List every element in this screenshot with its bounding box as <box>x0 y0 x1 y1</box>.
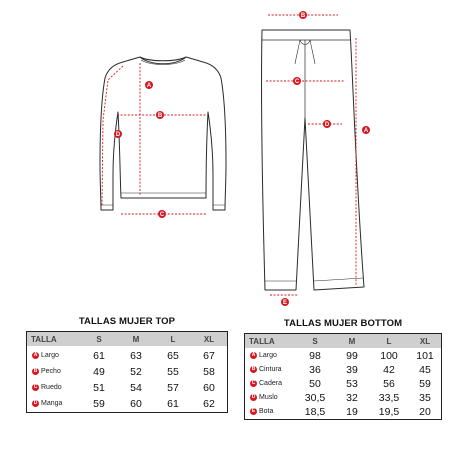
header-xl: XL <box>419 337 431 346</box>
cell-value: 101 <box>416 350 434 362</box>
bottom-measure-lines <box>266 15 356 295</box>
bottom-marker-b <box>299 11 307 19</box>
row-label: Cadera <box>259 380 282 387</box>
cell-value: 59 <box>93 398 105 410</box>
cell-value: 55 <box>167 366 179 378</box>
cell-value: 39 <box>346 364 358 376</box>
bottom-marker-d <box>323 120 331 128</box>
row-code-badge: A <box>251 352 256 358</box>
table-row <box>245 362 441 376</box>
top-table-title: TALLAS MUJER TOP <box>78 316 176 327</box>
row-code-badge: E <box>251 408 256 414</box>
bottom-marker-c <box>293 77 301 85</box>
header-m: M <box>348 337 356 346</box>
cell-value: 52 <box>130 366 142 378</box>
row-label: Manga <box>41 400 63 407</box>
cell-value: 61 <box>167 398 179 410</box>
header-m: M <box>132 335 140 344</box>
row-label: Muslo <box>259 394 278 401</box>
row-code-badge: B <box>251 366 256 372</box>
svg-text:C: C <box>159 212 165 219</box>
top-marker-d <box>114 130 122 138</box>
cell-value: 61 <box>93 350 105 362</box>
top-marker-c <box>158 210 166 218</box>
cell-value: 65 <box>167 350 179 362</box>
header-talla: TALLA <box>31 335 57 344</box>
table-row <box>245 404 441 418</box>
cell-value: 18,5 <box>304 406 326 418</box>
svg-text:B: B <box>300 13 306 20</box>
cell-value: 54 <box>130 382 142 394</box>
table-row <box>27 364 227 380</box>
cell-value: 30,5 <box>304 392 326 404</box>
row-label: Bota <box>259 408 274 415</box>
top-marker-b <box>156 111 164 119</box>
row-label: Largo <box>259 352 277 359</box>
cell-value: 50 <box>309 378 321 390</box>
svg-text:D: D <box>115 132 121 139</box>
top-marker-a <box>145 81 153 89</box>
header-l: L <box>386 337 392 346</box>
top-table-grid <box>26 331 228 413</box>
table-row <box>27 380 227 396</box>
cell-value: 35 <box>419 392 431 404</box>
table-row <box>27 348 227 364</box>
cell-value: 51 <box>93 382 105 394</box>
table-row <box>27 396 227 412</box>
bottom-table-grid <box>244 333 442 420</box>
cell-value: 59 <box>419 378 431 390</box>
header-l: L <box>170 335 176 344</box>
cell-value: 53 <box>346 378 358 390</box>
svg-text:E: E <box>282 300 288 307</box>
cell-value: 60 <box>130 398 142 410</box>
row-code-badge: D <box>33 400 38 406</box>
cell-value: 19,5 <box>378 406 400 418</box>
row-code-badge: C <box>251 380 256 386</box>
row-code-badge: D <box>251 394 256 400</box>
table-row <box>245 390 441 404</box>
cell-value: 63 <box>130 350 142 362</box>
cell-value: 60 <box>203 382 215 394</box>
svg-text:A: A <box>146 83 152 90</box>
row-code-badge: B <box>33 368 38 374</box>
row-label: Largo <box>41 352 59 359</box>
cell-value: 99 <box>346 350 358 362</box>
cell-value: 100 <box>380 350 398 362</box>
header-s: S <box>96 335 102 344</box>
row-code-badge: A <box>33 352 38 358</box>
cell-value: 58 <box>203 366 215 378</box>
bottom-marker-e <box>281 298 289 306</box>
row-label: Ruedo <box>41 384 62 391</box>
bottom-table-header <box>245 334 441 348</box>
cell-value: 67 <box>203 350 215 362</box>
header-xl: XL <box>203 335 215 344</box>
cell-value: 57 <box>167 382 179 394</box>
cell-value: 98 <box>309 350 321 362</box>
cell-value: 62 <box>203 398 215 410</box>
cell-value: 49 <box>93 366 105 378</box>
svg-text:D: D <box>324 122 330 129</box>
bottom-table-title: TALLAS MUJER BOTTOM <box>283 318 403 329</box>
cell-value: 32 <box>346 392 358 404</box>
cell-value: 19 <box>346 406 358 418</box>
bottom-garment-illustration <box>262 30 364 290</box>
row-label: Pecho <box>41 368 61 375</box>
svg-text:C: C <box>294 79 300 86</box>
bottom-marker-a <box>362 126 370 134</box>
top-size-table <box>26 316 228 412</box>
cell-value: 20 <box>419 406 431 418</box>
cell-value: 45 <box>419 364 431 376</box>
header-s: S <box>312 337 318 346</box>
cell-value: 36 <box>309 364 321 376</box>
row-label: Cintura <box>259 366 282 373</box>
table-row <box>245 348 441 362</box>
cell-value: 33,5 <box>378 392 400 404</box>
top-measure-lines <box>102 63 207 214</box>
table-row <box>245 376 441 390</box>
bottom-size-table <box>244 318 442 420</box>
row-code-badge: C <box>33 384 38 390</box>
svg-text:A: A <box>363 128 369 135</box>
svg-text:B: B <box>157 113 163 120</box>
cell-value: 56 <box>383 378 395 390</box>
top-table-header <box>27 332 227 346</box>
header-talla: TALLA <box>249 337 275 346</box>
cell-value: 42 <box>383 364 395 376</box>
